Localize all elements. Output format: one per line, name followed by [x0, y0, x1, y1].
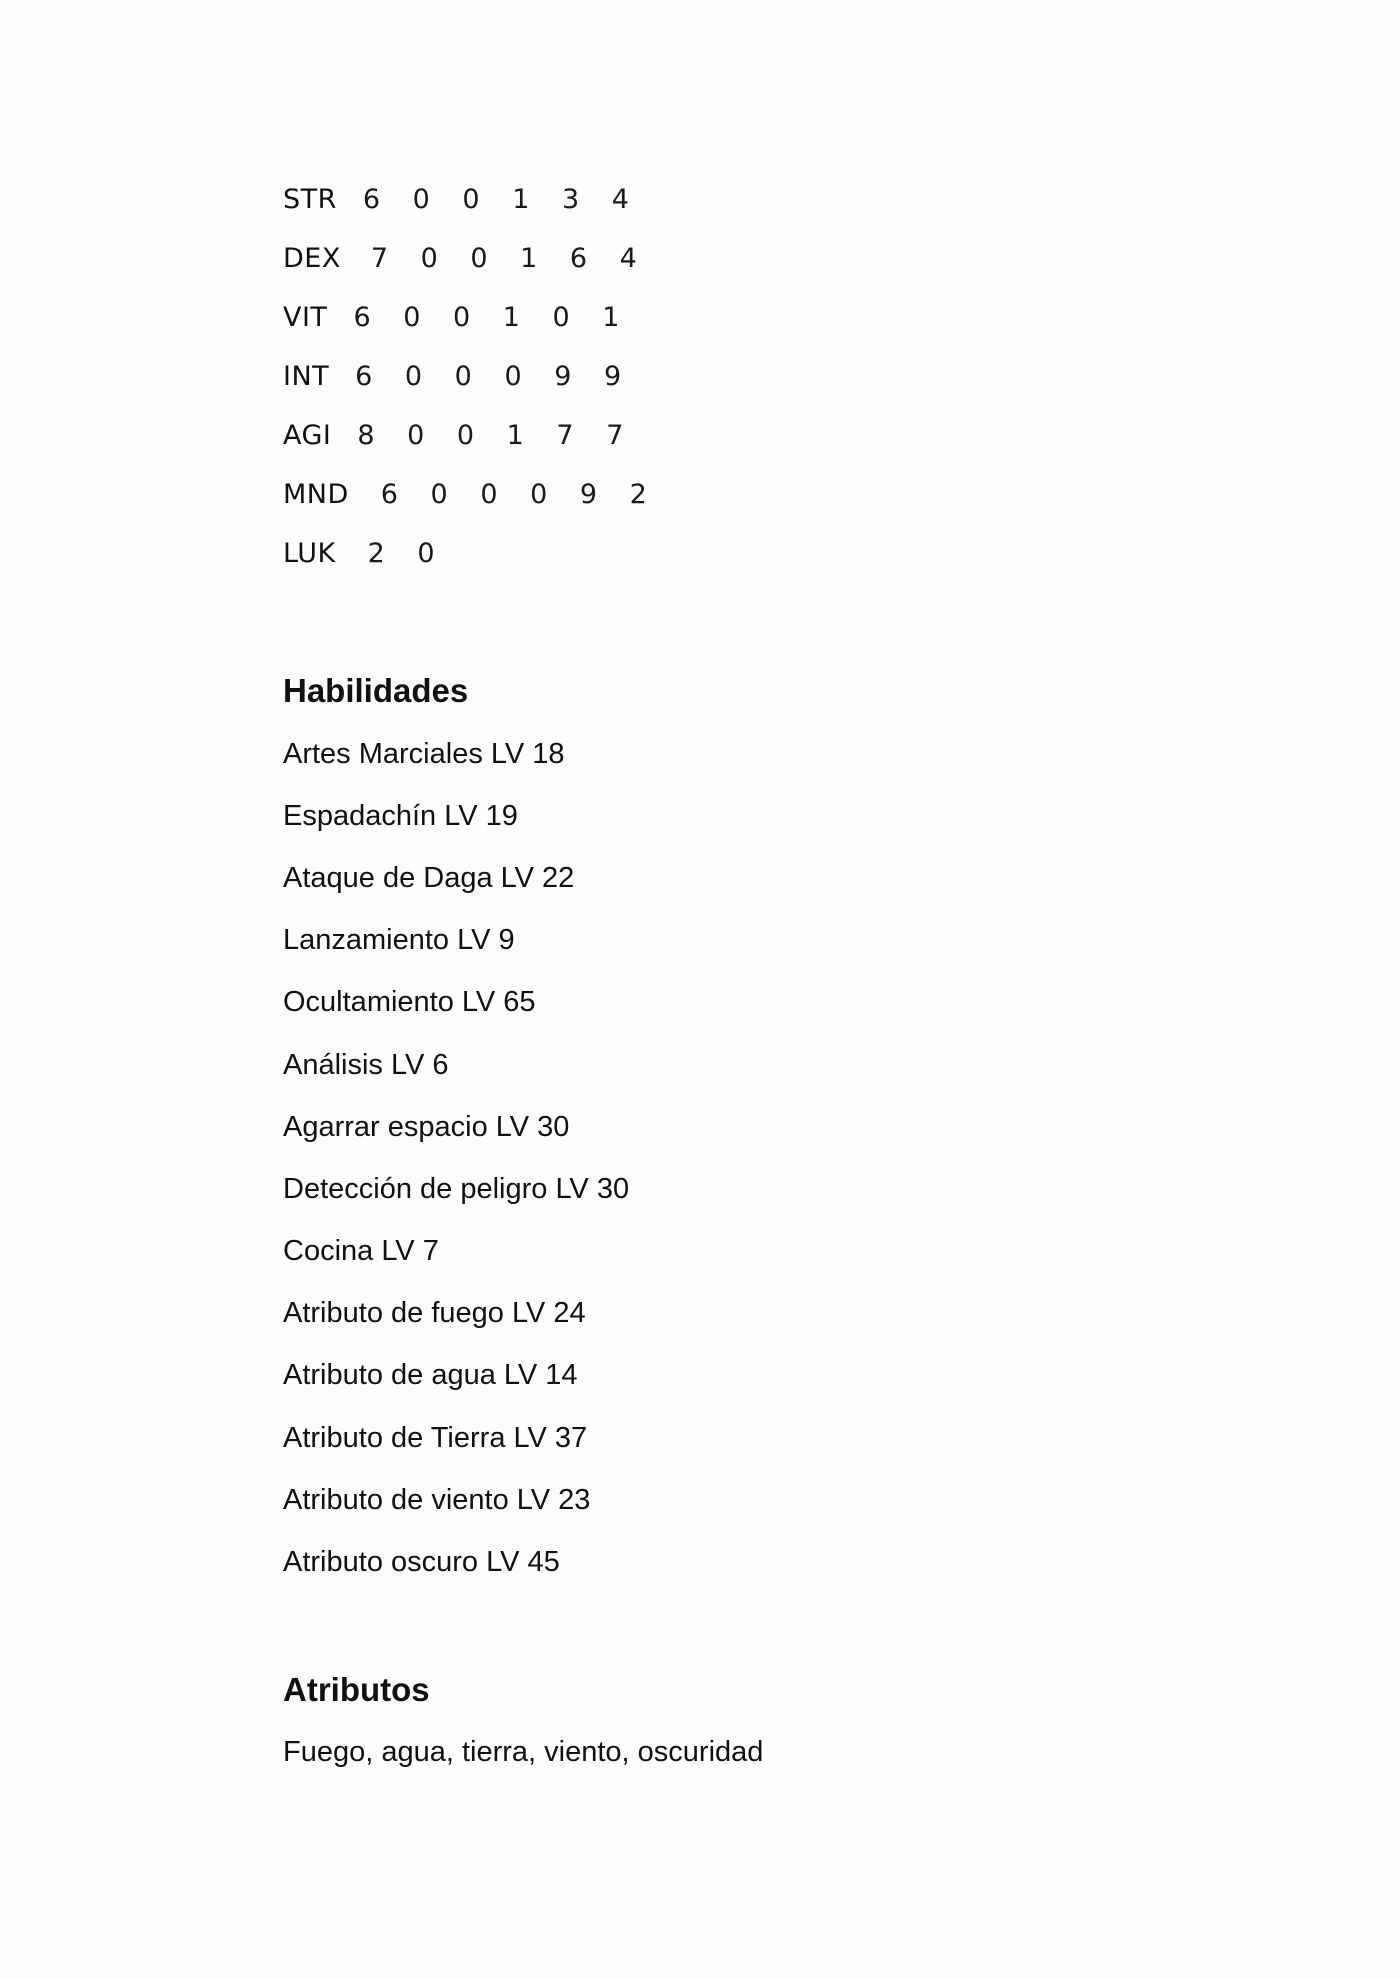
skill-item: Atributo de Tierra LV 37 [283, 1421, 588, 1454]
skill-item: Atributo de agua LV 14 [283, 1359, 578, 1392]
stat-row-dex [283, 229, 1283, 288]
stat-value: 2 0 [367, 538, 447, 569]
stat-value: 6 0 0 0 9 2 [380, 479, 659, 510]
stat-name: AGI [283, 420, 332, 451]
stat-row-agi [283, 406, 1283, 465]
stat-name: LUK [283, 538, 336, 569]
skill-item: Análisis LV 6 [283, 1048, 449, 1081]
stat-value: 6 0 0 1 0 1 [353, 302, 632, 333]
stat-name: STR [283, 184, 337, 215]
stat-name: INT [283, 361, 330, 392]
skill-item: Atributo oscuro LV 45 [283, 1546, 560, 1579]
skill-item: Ataque de Daga LV 22 [283, 861, 575, 894]
habilidades-heading: Habilidades [283, 672, 469, 709]
stat-value: 6 0 0 1 3 4 [362, 184, 641, 215]
stat-row-vit [283, 288, 1283, 347]
document-content [283, 170, 1283, 1784]
stats-block [283, 170, 1283, 583]
stat-value: 6 0 0 0 9 9 [355, 361, 634, 392]
skill-list [283, 723, 1283, 1594]
stat-row-mnd [283, 465, 1283, 524]
stat-row-int [283, 347, 1283, 406]
skill-item: Artes Marciales LV 18 [283, 737, 565, 770]
skill-item: Agarrar espacio LV 30 [283, 1110, 570, 1143]
stat-name: DEX [283, 243, 341, 274]
stat-value: 8 0 0 1 7 7 [357, 420, 636, 451]
skill-item: Ocultamiento LV 65 [283, 986, 536, 1019]
stat-value: 7 0 0 1 6 4 [370, 243, 649, 274]
skill-item: Atributo de viento LV 23 [283, 1483, 591, 1516]
stat-name: MND [283, 479, 349, 510]
skill-item: Cocina LV 7 [283, 1235, 439, 1268]
skill-item: Detección de peligro LV 30 [283, 1172, 630, 1205]
atributos-heading: Atributos [283, 1670, 430, 1708]
skill-item: Atributo de fuego LV 24 [283, 1297, 586, 1330]
skill-item: Lanzamiento LV 9 [283, 924, 515, 957]
stat-row-str [283, 170, 1283, 229]
stat-name: VIT [283, 302, 328, 333]
skill-item: Espadachín LV 19 [283, 799, 518, 832]
atributos-text: Fuego, agua, tierra, viento, oscuridad [283, 1736, 764, 1769]
stat-row-luk [283, 524, 1283, 583]
